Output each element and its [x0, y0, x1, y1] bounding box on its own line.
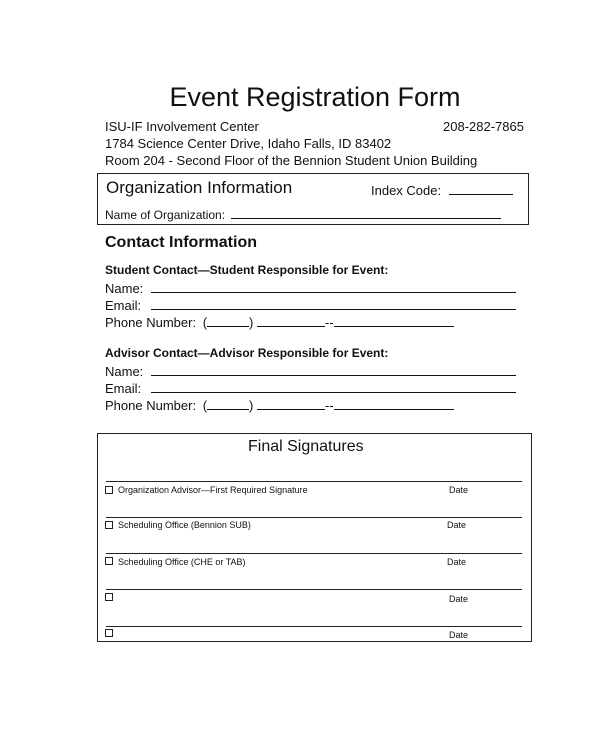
student-phone-area-line[interactable] — [207, 314, 249, 327]
advisor-phone-paren-close: ) — [249, 398, 254, 413]
student-phone-prefix-line[interactable] — [257, 314, 325, 327]
student-phone-paren-open: ( — [202, 315, 208, 330]
advisor-phone-area-line[interactable] — [207, 397, 249, 410]
signature-line-4[interactable] — [106, 589, 522, 590]
index-code-line[interactable] — [449, 182, 513, 195]
center-name: ISU-IF Involvement Center — [105, 119, 259, 134]
signature-label-2: Scheduling Office (Bennion SUB) — [118, 520, 251, 530]
center-phone: 208-282-7865 — [443, 119, 524, 134]
advisor-email-label: Email: — [105, 381, 142, 396]
organization-name-label: Name of Organization: — [105, 208, 226, 222]
organization-heading: Organization Information — [106, 178, 293, 197]
signature-line-3[interactable] — [106, 553, 522, 554]
index-code-label: Index Code: — [371, 183, 442, 198]
advisor-email-field[interactable] — [105, 380, 516, 396]
advisor-name-line[interactable] — [151, 363, 516, 376]
student-name-line[interactable] — [151, 280, 516, 293]
student-email-label: Email: — [105, 298, 142, 313]
student-name-label: Name: — [105, 281, 144, 296]
organization-name-line[interactable] — [231, 206, 501, 219]
student-phone-field[interactable] — [105, 314, 454, 330]
student-name-field[interactable] — [105, 280, 516, 296]
advisor-name-field[interactable] — [105, 363, 516, 379]
signature-date-3: Date — [447, 557, 467, 567]
signature-checkbox-1[interactable] — [105, 486, 113, 494]
signature-checkbox-4[interactable] — [105, 593, 113, 601]
advisor-phone-dash: -- — [325, 398, 334, 413]
signature-label-1: Organization Advisor—First Required Signature — [118, 485, 308, 495]
advisor-phone-paren-open: ( — [202, 398, 208, 413]
signature-date-4: Date — [449, 594, 469, 604]
student-phone-paren-close: ) — [249, 315, 254, 330]
advisor-email-line[interactable] — [151, 380, 516, 393]
signatures-box — [97, 433, 532, 642]
index-code-field[interactable] — [371, 182, 513, 198]
advisor-phone-field[interactable] — [105, 397, 454, 413]
signature-line-5[interactable] — [106, 626, 522, 627]
center-room: Room 204 - Second Floor of the Bennion Student Union Building — [105, 153, 478, 168]
signature-checkbox-5[interactable] — [105, 629, 113, 637]
advisor-phone-prefix-line[interactable] — [257, 397, 325, 410]
signature-label-3: Scheduling Office (CHE or TAB) — [118, 557, 246, 567]
student-email-line[interactable] — [151, 297, 516, 310]
student-contact-heading: Student Contact—Student Responsible for Event: — [105, 263, 389, 277]
organization-box — [97, 173, 529, 225]
organization-name-field[interactable] — [105, 206, 501, 222]
signature-date-1: Date — [449, 485, 469, 495]
student-phone-line-number[interactable] — [334, 314, 454, 327]
student-phone-dash: -- — [325, 315, 334, 330]
signature-date-2: Date — [447, 520, 467, 530]
student-phone-label: Phone Number: — [105, 315, 197, 330]
signature-checkbox-2[interactable] — [105, 521, 113, 529]
signature-date-5: Date — [449, 630, 469, 640]
advisor-name-label: Name: — [105, 364, 144, 379]
signature-line-1[interactable] — [106, 481, 522, 482]
signatures-heading: Final Signatures — [248, 438, 364, 455]
signature-checkbox-3[interactable] — [105, 557, 113, 565]
advisor-contact-heading: Advisor Contact—Advisor Responsible for Event: — [105, 346, 389, 360]
center-address: 1784 Science Center Drive, Idaho Falls, ID 83402 — [105, 136, 392, 151]
form-title: Event Registration Form — [169, 82, 461, 112]
advisor-phone-line-number[interactable] — [334, 397, 454, 410]
student-email-field[interactable] — [105, 297, 516, 313]
contact-heading: Contact Information — [105, 234, 257, 251]
signature-line-2[interactable] — [106, 517, 522, 518]
advisor-phone-label: Phone Number: — [105, 398, 197, 413]
